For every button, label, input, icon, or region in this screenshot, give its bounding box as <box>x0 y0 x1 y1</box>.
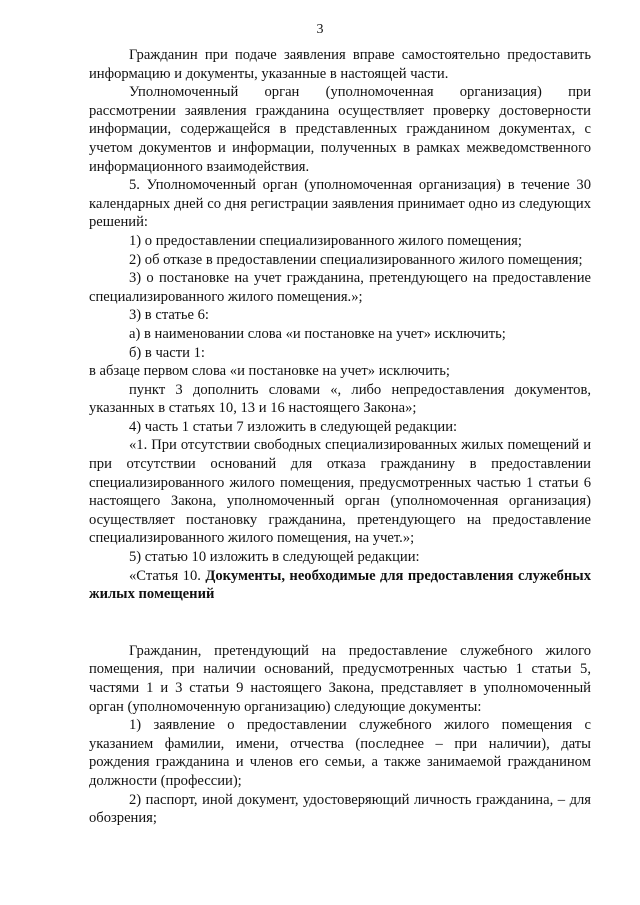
article-heading-prefix: «Статья 10. <box>129 567 201 584</box>
article-heading-title: Документы, необходимые для предоставления служебных жилых помещений <box>89 567 591 603</box>
paragraph: б) в части 1: <box>129 344 205 361</box>
list-item: 3) о постановке на учет гражданина, претендующего на предоставление специализированного жилого помещения.»; <box>89 270 591 305</box>
document-body <box>89 46 591 828</box>
paragraph: а) в наименовании слова «и постановке на учет» исключить; <box>129 325 506 342</box>
list-item: 2) паспорт, иной документ, удостоверяющий личность гражданина, – для обозрения; <box>89 791 591 827</box>
article-heading <box>89 567 591 604</box>
paragraph: «1. При отсутствии свободных специализированных жилых помещений и при отсутствии оснований для отказа гражданину в предоставлении специализированного жилого помещения, предусмотренных частью 1 статьи 6 настоящего Закона, уполномоченный орган (уполномоченная организация) осуществляет постановку гражданина, претендующего на предоставление специализированного жилого помещения, на учет.»; <box>89 437 591 547</box>
spacer <box>89 604 591 642</box>
paragraph: 3) в статье 6: <box>129 307 209 324</box>
paragraph: в абзаце первом слова «и постановке на учет» исключить; <box>89 363 450 380</box>
paragraph: Уполномоченный орган (уполномоченная организация) при рассмотрении заявления гражданина осуществляет проверку достоверности информации, содержащейся в представленных гражданином документах, с учетом документов и информации, полученных в рамках межведомственного информационного взаимодействия. <box>89 84 591 175</box>
paragraph: Гражданин при подаче заявления вправе самостоятельно предоставить информацию и документы, указанные в настоящей части. <box>89 47 591 82</box>
paragraph: пункт 3 дополнить словами «, либо непредоставления документов, указанных в статьях 10, 13 и 16 настоящего Закона»; <box>89 381 591 417</box>
list-item: 1) заявление о предоставлении служебного жилого помещения с указанием фамилии, имени, отчества (последнее – при наличии), даты рождения гражданина и членов его семьи, а также занимаемой гражданином должности (профессии); <box>89 717 591 789</box>
page-number: 3 <box>316 22 324 37</box>
paragraph: 4) часть 1 статьи 7 изложить в следующей редакции: <box>129 418 458 435</box>
list-item: 1) о предоставлении специализированного жилого помещения; <box>129 232 522 249</box>
paragraph: Гражданин, претендующий на предоставление служебного жилого помещения, при наличии оснований, предусмотренных частью 1 статьи 5, частями 1 и 3 статьи 9 настоящего Закона, представляет в уполномоченный орган (уполномоченную организацию) следующие документы: <box>89 642 591 715</box>
list-item: 2) об отказе в предоставлении специализированного жилого помещения; <box>129 251 583 268</box>
paragraph: 5) статью 10 изложить в следующей редакции: <box>129 549 420 566</box>
paragraph: 5. Уполномоченный орган (уполномоченная организация) в течение 30 календарных дней со дня регистрации заявления принимает одно из следующих решений: <box>89 177 591 231</box>
